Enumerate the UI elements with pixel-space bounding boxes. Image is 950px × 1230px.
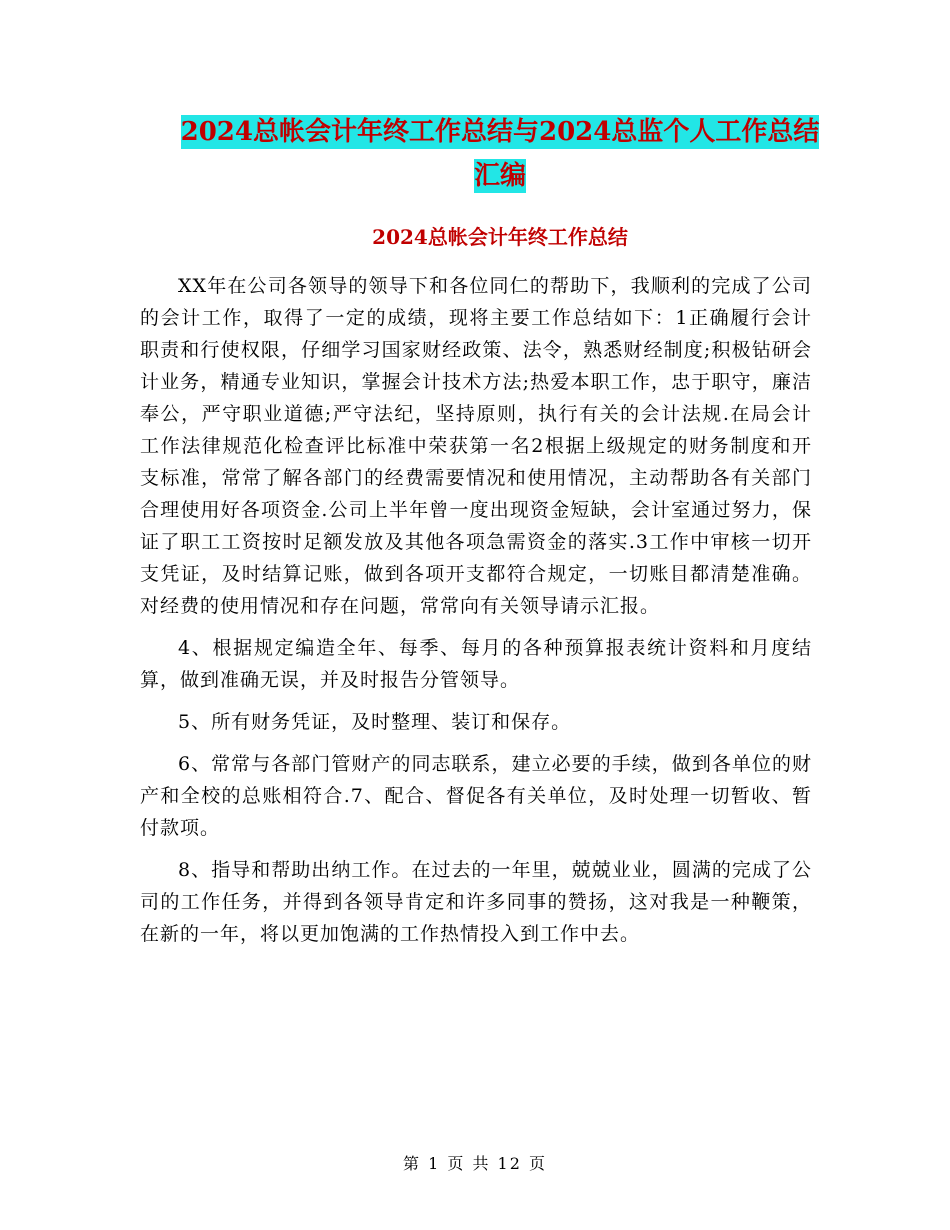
paragraph-2: 4、根据规定编造全年、每季、每月的各种预算报表统计资料和月度结算，做到准确无误，并及时报告分管领导。 (140, 637, 812, 691)
document-title-line2: 汇编 (473, 161, 526, 191)
paragraph-3: 5、所有财务凭证，及时整理、装订和保存。 (178, 711, 572, 733)
document-title (140, 110, 860, 198)
paragraph-4: 6、常常与各部门管财产的同志联系，建立必要的手续，做到各单位的财产和全校的总账相符合.7、配合、督促各有关单位，及时处理一切暂收、暂付款项。 (140, 753, 812, 839)
document-body (140, 270, 812, 960)
paragraph-1: XX年在公司各领导的领导下和各位同仁的帮助下，我顺利的完成了公司的会计工作，取得了一定的成绩，现将主要工作总结如下：1正确履行会计职责和行使权限，仔细学习国家财经政策、法令，熟悉财经制度;积极钻研会计业务，精通专业知识，掌握会计技术方法;热爱本职工作，忠于职守，廉洁奉公，严守职业道德;严守法纪，坚持原则，执行有关的会计法规.在局会计工作法律规范化检查评比标准中荣获第一名2根据上级规定的财务制度和开支标准，常常了解各部门的经费需要情况和使用情况，主动帮助各有关部门合理使用好各项资金.公司上半年曾一度出现资金短缺，会计室通过努力，保证了职工工资按时足额发放及其他各项急需资金的落实.3工作中审核一切开支凭证，及时结算记账，做到各项开支都符合规定，一切账目都清楚准确。对经费的使用情况和存在问题，常常向有关领导请示汇报。 (140, 275, 812, 617)
page-footer: 第 1 页 共 12 页 (403, 1154, 547, 1173)
section-title: 2024总帐会计年终工作总结 (372, 225, 628, 249)
paragraph-5: 8、指导和帮助出纳工作。在过去的一年里，兢兢业业，圆满的完成了公司的工作任务，并得到各领导肯定和许多同事的赞扬，这对我是一种鞭策，在新的一年，将以更加饱满的工作热情投入到工作中去。 (140, 859, 812, 945)
document-title-line1: 2024总帐会计年终工作总结与2024总监个人工作总结 (180, 117, 820, 147)
